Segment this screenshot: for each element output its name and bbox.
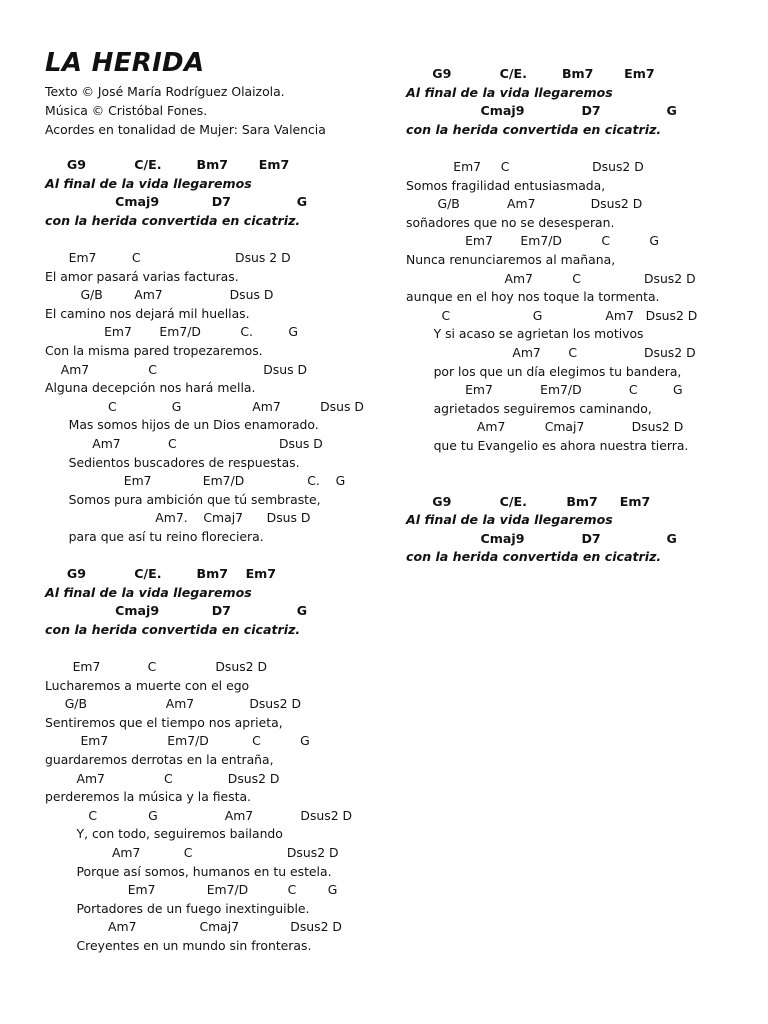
stanza-gap bbox=[406, 474, 736, 493]
chord-line: Am7. Cmaj7 Dsus D bbox=[45, 510, 311, 526]
chord-line: Cmaj9 D7 G bbox=[406, 103, 677, 119]
chord-line: G9 C/E. Bm7 Em7 bbox=[45, 157, 290, 172]
credit-text: Texto © José María Rodríguez Olaizola. bbox=[45, 84, 285, 99]
lyric-line: aunque en el hoy nos toque la tormenta. bbox=[406, 289, 660, 305]
lyric-line: Y, con todo, seguiremos bailando bbox=[45, 826, 283, 842]
chord-line: Cmaj9 D7 G bbox=[45, 194, 308, 210]
credits bbox=[45, 82, 326, 139]
chorus-block bbox=[406, 493, 736, 567]
chord-line: G9 C/E. Bm7 Em7 bbox=[45, 566, 277, 582]
chord-line: C G Am7 Dsus2 D bbox=[406, 307, 698, 323]
lyric-line: con la herida convertida en cicatriz. bbox=[45, 212, 301, 228]
credit-music: Música © Cristóbal Fones. bbox=[45, 103, 208, 118]
lyric-line: soñadores que no se desesperan. bbox=[406, 214, 615, 230]
lyric-line: para que así tu reino floreciera. bbox=[45, 528, 264, 544]
lyric-line: Y si acaso se agrietan los motivos bbox=[406, 326, 644, 342]
stanza-gap bbox=[45, 230, 375, 249]
chord-line: C G Am7 Dsus D bbox=[45, 398, 364, 414]
chord-line: G/B Am7 Dsus2 D bbox=[406, 196, 643, 212]
song-title: LA HERIDA bbox=[45, 48, 205, 78]
chord-line: Am7 Cmaj7 Dsus2 D bbox=[406, 419, 684, 435]
lyric-line: Al final de la vida llegaremos bbox=[406, 84, 613, 100]
lyric-line: con la herida convertida en cicatriz. bbox=[406, 549, 662, 565]
lyric-line: El camino nos dejará mil huellas. bbox=[45, 305, 250, 321]
chord-line: Am7 C Dsus2 D bbox=[406, 270, 696, 286]
verse-block bbox=[45, 658, 375, 956]
chord-line: Em7 Em7/D C. G bbox=[45, 473, 346, 489]
chord-line: Em7 Em7/D C G bbox=[406, 233, 659, 249]
chord-line: Em7 C Dsus2 D bbox=[406, 158, 644, 174]
lyric-line: con la herida convertida en cicatriz. bbox=[45, 621, 301, 637]
lyric-line: que tu Evangelio es ahora nuestra tierra. bbox=[406, 437, 689, 453]
chord-line: Em7 C Dsus 2 D bbox=[45, 249, 291, 265]
chord-line: Am7 C Dsus2 D bbox=[45, 770, 280, 786]
chord-line: G/B Am7 Dsus2 D bbox=[45, 696, 301, 712]
lyric-line: Con la misma pared tropezaremos. bbox=[45, 342, 263, 358]
chord-line: Cmaj9 D7 G bbox=[406, 530, 677, 546]
lyric-line: Portadores de un fuego inextinguible. bbox=[45, 900, 310, 916]
chord-line: Am7 C Dsus D bbox=[45, 361, 308, 377]
right-column bbox=[406, 65, 736, 567]
chord-line: Am7 C Dsus D bbox=[45, 435, 323, 451]
chord-line: Am7 C Dsus2 D bbox=[45, 844, 339, 860]
lyric-line: Somos fragilidad entusiasmada, bbox=[406, 177, 606, 193]
verse-block bbox=[45, 249, 375, 547]
lyric-line: Alguna decepción nos hará mella. bbox=[45, 380, 256, 396]
chord-line: Em7 Em7/D C G bbox=[406, 382, 683, 398]
lyric-line: Al final de la vida llegaremos bbox=[406, 512, 613, 528]
lyric-line: Al final de la vida llegaremos bbox=[45, 175, 252, 191]
lyric-line: Lucharemos a muerte con el ego bbox=[45, 677, 250, 693]
lyric-line: Nunca renunciaremos al mañana, bbox=[406, 251, 616, 267]
lyric-line: por los que un día elegimos tu bandera, bbox=[406, 363, 682, 379]
stanza-gap bbox=[406, 455, 736, 474]
chord-line: Em7 Em7/D C. G bbox=[45, 324, 298, 340]
chord-line: Em7 C Dsus2 D bbox=[45, 659, 268, 675]
lyric-line: agrietados seguiremos caminando, bbox=[406, 400, 652, 416]
lyric-line: Creyentes en un mundo sin fronteras. bbox=[45, 937, 312, 953]
lyric-line: Sedientos buscadores de respuestas. bbox=[45, 454, 300, 470]
chord-line: Em7 Em7/D C G bbox=[45, 882, 338, 898]
chord-line: Cmaj9 D7 G bbox=[45, 603, 308, 619]
stanza-gap bbox=[406, 139, 736, 158]
stanza-gap bbox=[45, 546, 375, 565]
lyric-line: Al final de la vida llegaremos bbox=[45, 584, 252, 600]
chord-line: C G Am7 Dsus2 D bbox=[45, 807, 353, 823]
lyric-line: perderemos la música y la fiesta. bbox=[45, 789, 251, 805]
chord-line: G9 C/E. Bm7 Em7 bbox=[406, 493, 651, 509]
chord-line: G9 C/E. Bm7 Em7 bbox=[406, 66, 655, 81]
lyric-line: Sentiremos que el tiempo nos aprieta, bbox=[45, 714, 283, 730]
credit-chords: Acordes en tonalidad de Mujer: Sara Valencia bbox=[45, 122, 326, 137]
lyric-line: El amor pasará varias facturas. bbox=[45, 268, 239, 284]
chord-line: Am7 C Dsus2 D bbox=[406, 344, 696, 360]
lyric-line: Mas somos hijos de un Dios enamorado. bbox=[45, 417, 319, 433]
chorus-block bbox=[406, 65, 736, 139]
stanza-gap bbox=[45, 639, 375, 658]
verse-block bbox=[406, 158, 736, 456]
chorus-block bbox=[45, 156, 375, 230]
lyric-line: guardaremos derrotas en la entraña, bbox=[45, 752, 274, 767]
lyric-line: Somos pura ambición que tú sembraste, bbox=[45, 491, 321, 507]
chord-line: Em7 Em7/D C G bbox=[45, 733, 310, 749]
left-column bbox=[45, 156, 375, 956]
lyric-line: con la herida convertida en cicatriz. bbox=[406, 121, 662, 137]
chord-line: Am7 Cmaj7 Dsus2 D bbox=[45, 919, 342, 935]
chord-line: G/B Am7 Dsus D bbox=[45, 287, 274, 303]
lyric-line: Porque así somos, humanos en tu estela. bbox=[45, 863, 332, 879]
chorus-block bbox=[45, 565, 375, 639]
